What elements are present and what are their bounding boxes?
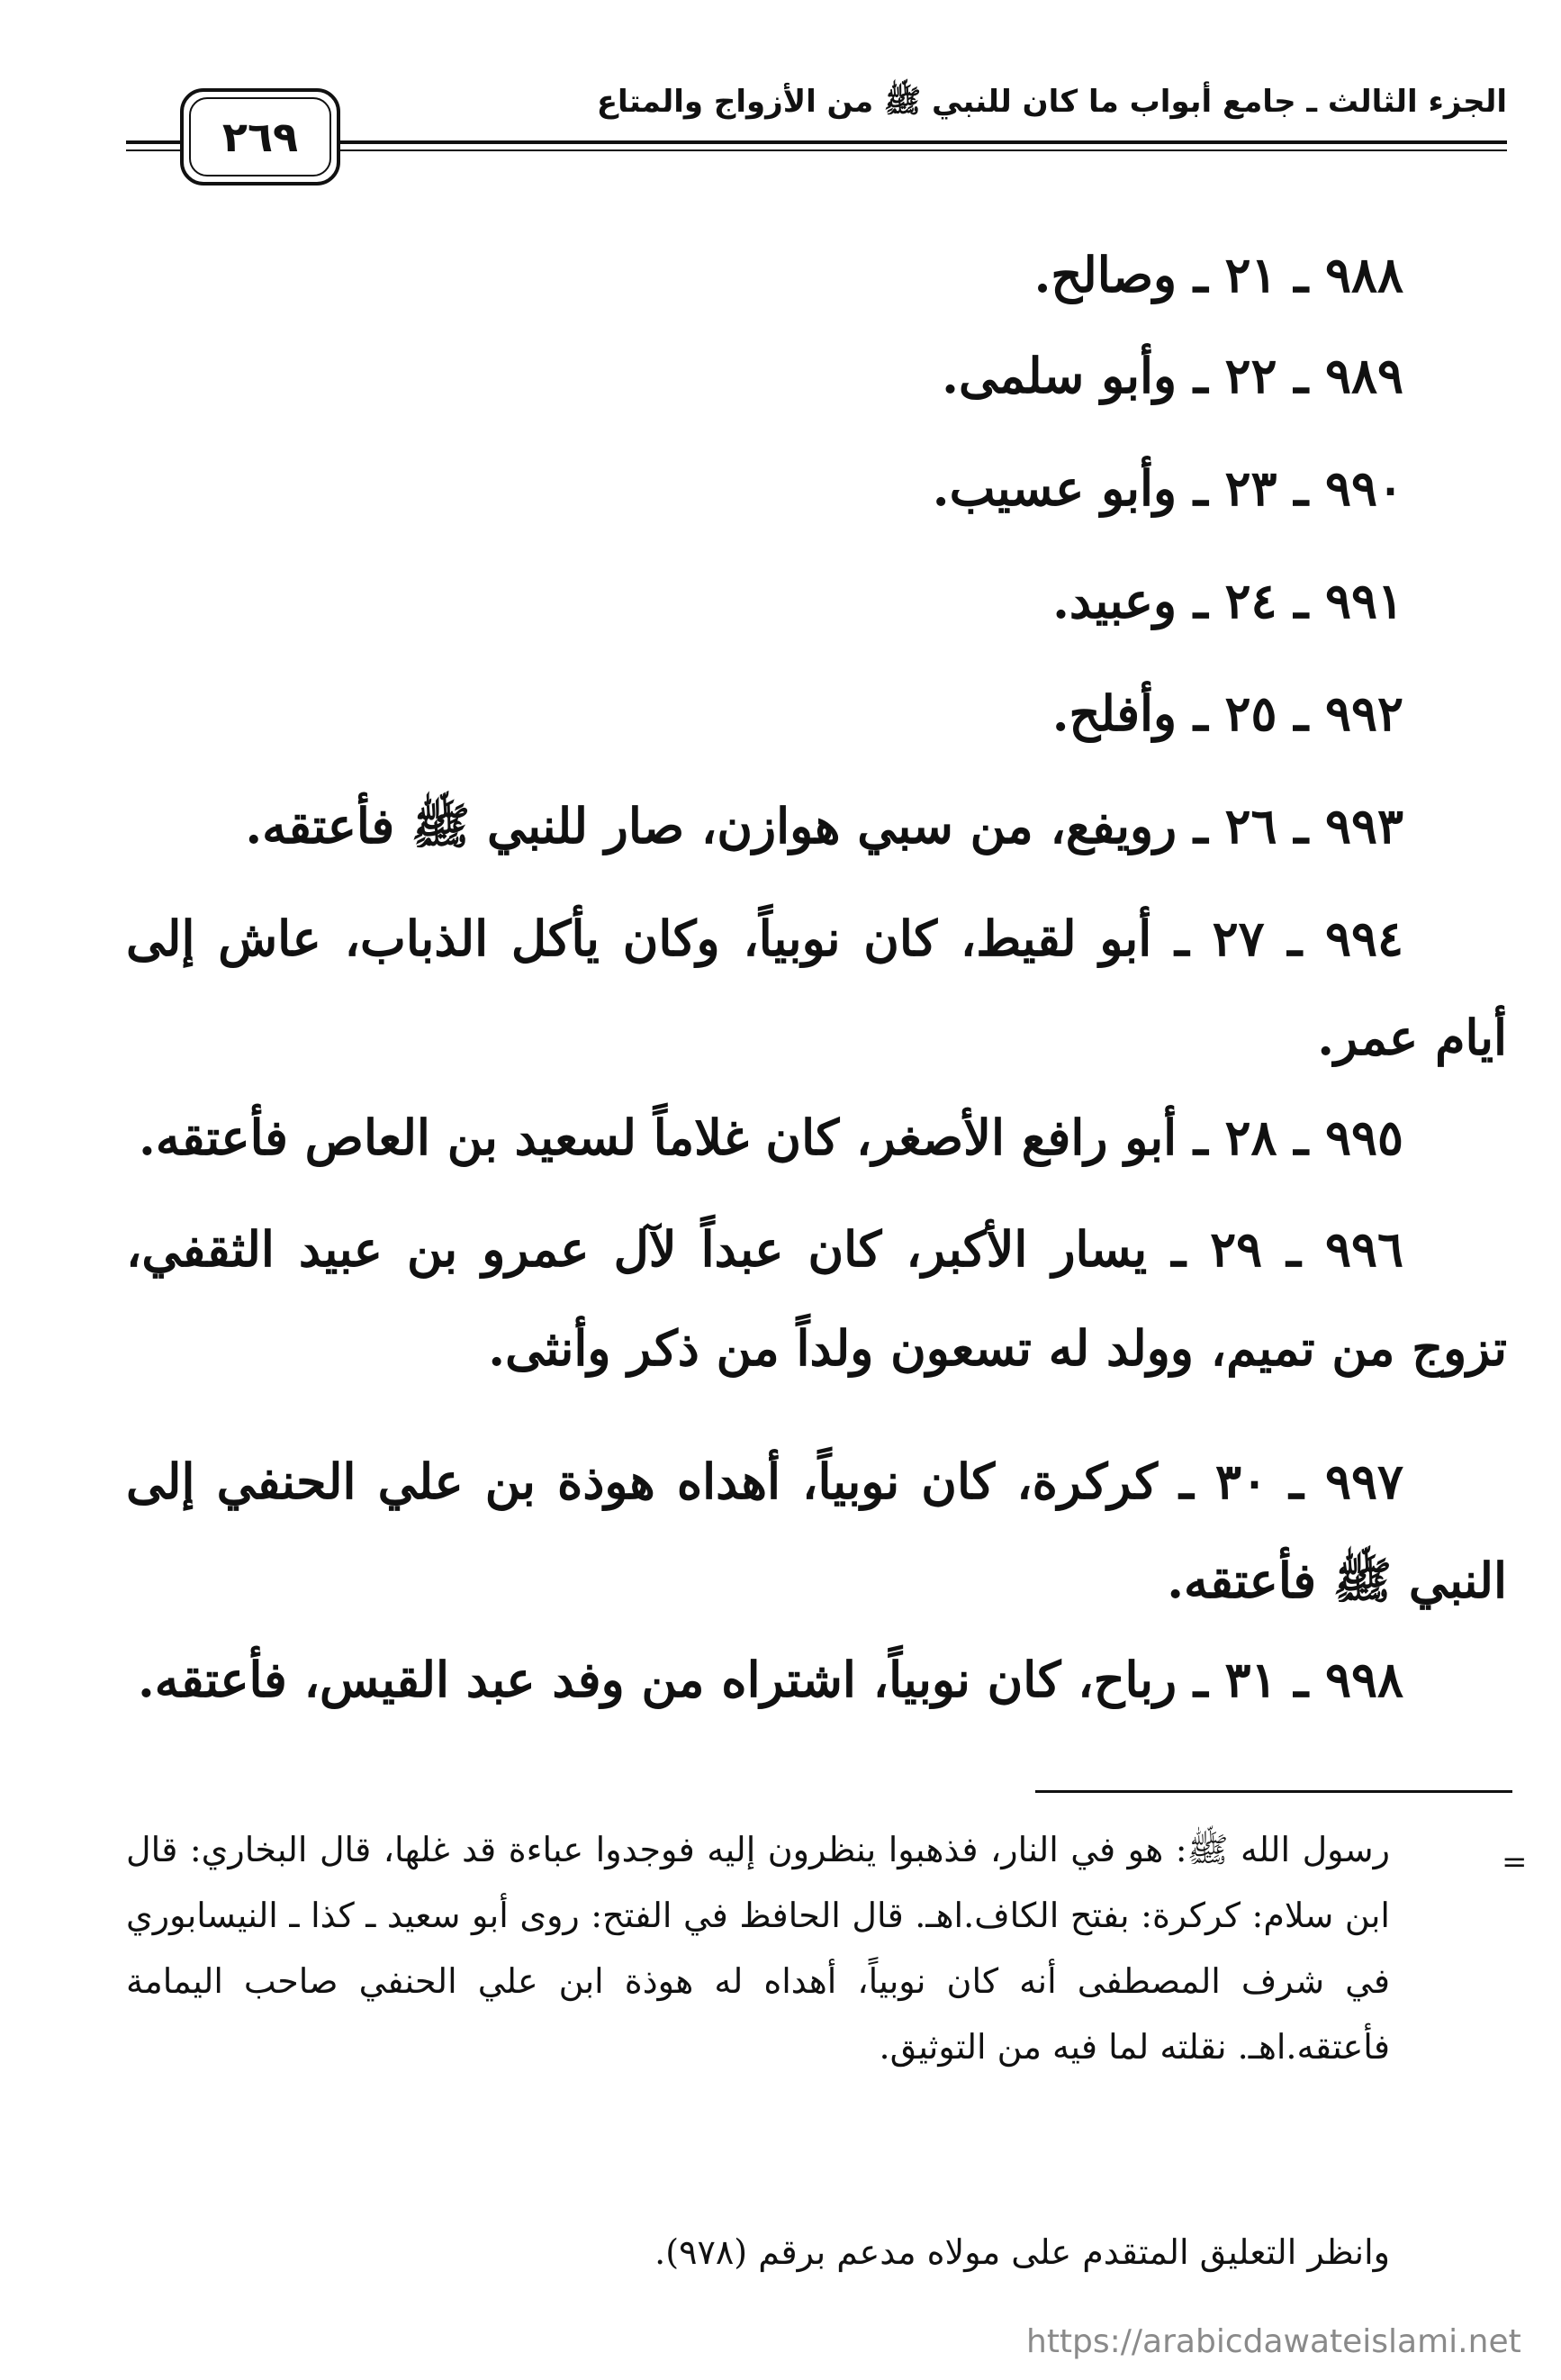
page-number-frame [180, 88, 340, 186]
entry-998: ٩٩٨ ـ ٣١ ـ رباح، كان نوبياً، اشتراه من وفد عبد القيس، فأعتقه. [137, 1651, 1403, 1708]
entry-990: ٩٩٠ ـ ٢٣ ـ وأبو عسيب. [932, 459, 1403, 517]
entry-993: ٩٩٣ ـ ٢٦ ـ رويفع، من سبي هوازن، صار للنبي ﷺ فأعتقه. [245, 797, 1403, 855]
entry-989: ٩٨٩ ـ ٢٢ ـ وأبو سلمى. [942, 347, 1403, 404]
footnote-closing-line: وانظر التعليق المتقدم على مولاه مدعم برقم (٩٧٨). [654, 2232, 1390, 2272]
entry-995: ٩٩٥ ـ ٢٨ ـ أبو رافع الأصغر، كان غلاماً لسعيد بن العاص فأعتقه. [139, 1109, 1403, 1166]
entry-991: ٩٩١ ـ ٢٤ ـ وعبيد. [1052, 572, 1403, 629]
running-header-title: الجزء الثالث ـ جامع أبواب ما كان للنبي ﷺ من الأزواج والمتاع [596, 84, 1507, 120]
page-number: ٢٦٩ [221, 113, 299, 161]
footnote-separator [1035, 1790, 1512, 1793]
entry-994: ٩٩٤ ـ ٢٧ ـ أبو لقيط، كان نوبياً، وكان يأكل الذباب، عاش إلى أيام عمر. [126, 909, 1507, 1066]
entry-996: ٩٩٦ ـ ٢٩ ـ يسار الأكبر، كان عبداً لآل عمرو بن عبيد الثقفي، تزوج من تميم، وولد له تسعون ولداً من ذكر وأنثى. [126, 1220, 1507, 1377]
watermark-url: https://arabicdawateislami.net [1026, 2323, 1521, 2360]
footnote-paragraph: رسول الله ﷺ: هو في النار، فذهبوا ينظرون إليه فوجدوا عباءة قد غلها، قال البخاري: قال ابن سلام: كركرة: بفتح الكاف.اهـ. قال الحافظ في الفتح: روى أبو سعيد ـ كذا ـ النيسابوري في شرف المصطفى أنه كان نوبياً، أهداه له هوذة ابن علي الحنفي صاحب اليمامة فأعتقه.اهـ. نقلته لما فيه من التوثيق. [126, 1830, 1390, 2067]
entry-988: ٩٨٨ ـ ٢١ ـ وصالح. [1033, 246, 1403, 303]
footnote-continuation-mark: = [1502, 1844, 1528, 1880]
entry-997: ٩٩٧ ـ ٣٠ ـ كركرة، كان نوبياً، أهداه هوذة بن علي الحنفي إلى النبي ﷺ فأعتقه. [126, 1452, 1507, 1609]
entry-992: ٩٩٢ ـ ٢٥ ـ وأفلح. [1051, 684, 1403, 742]
